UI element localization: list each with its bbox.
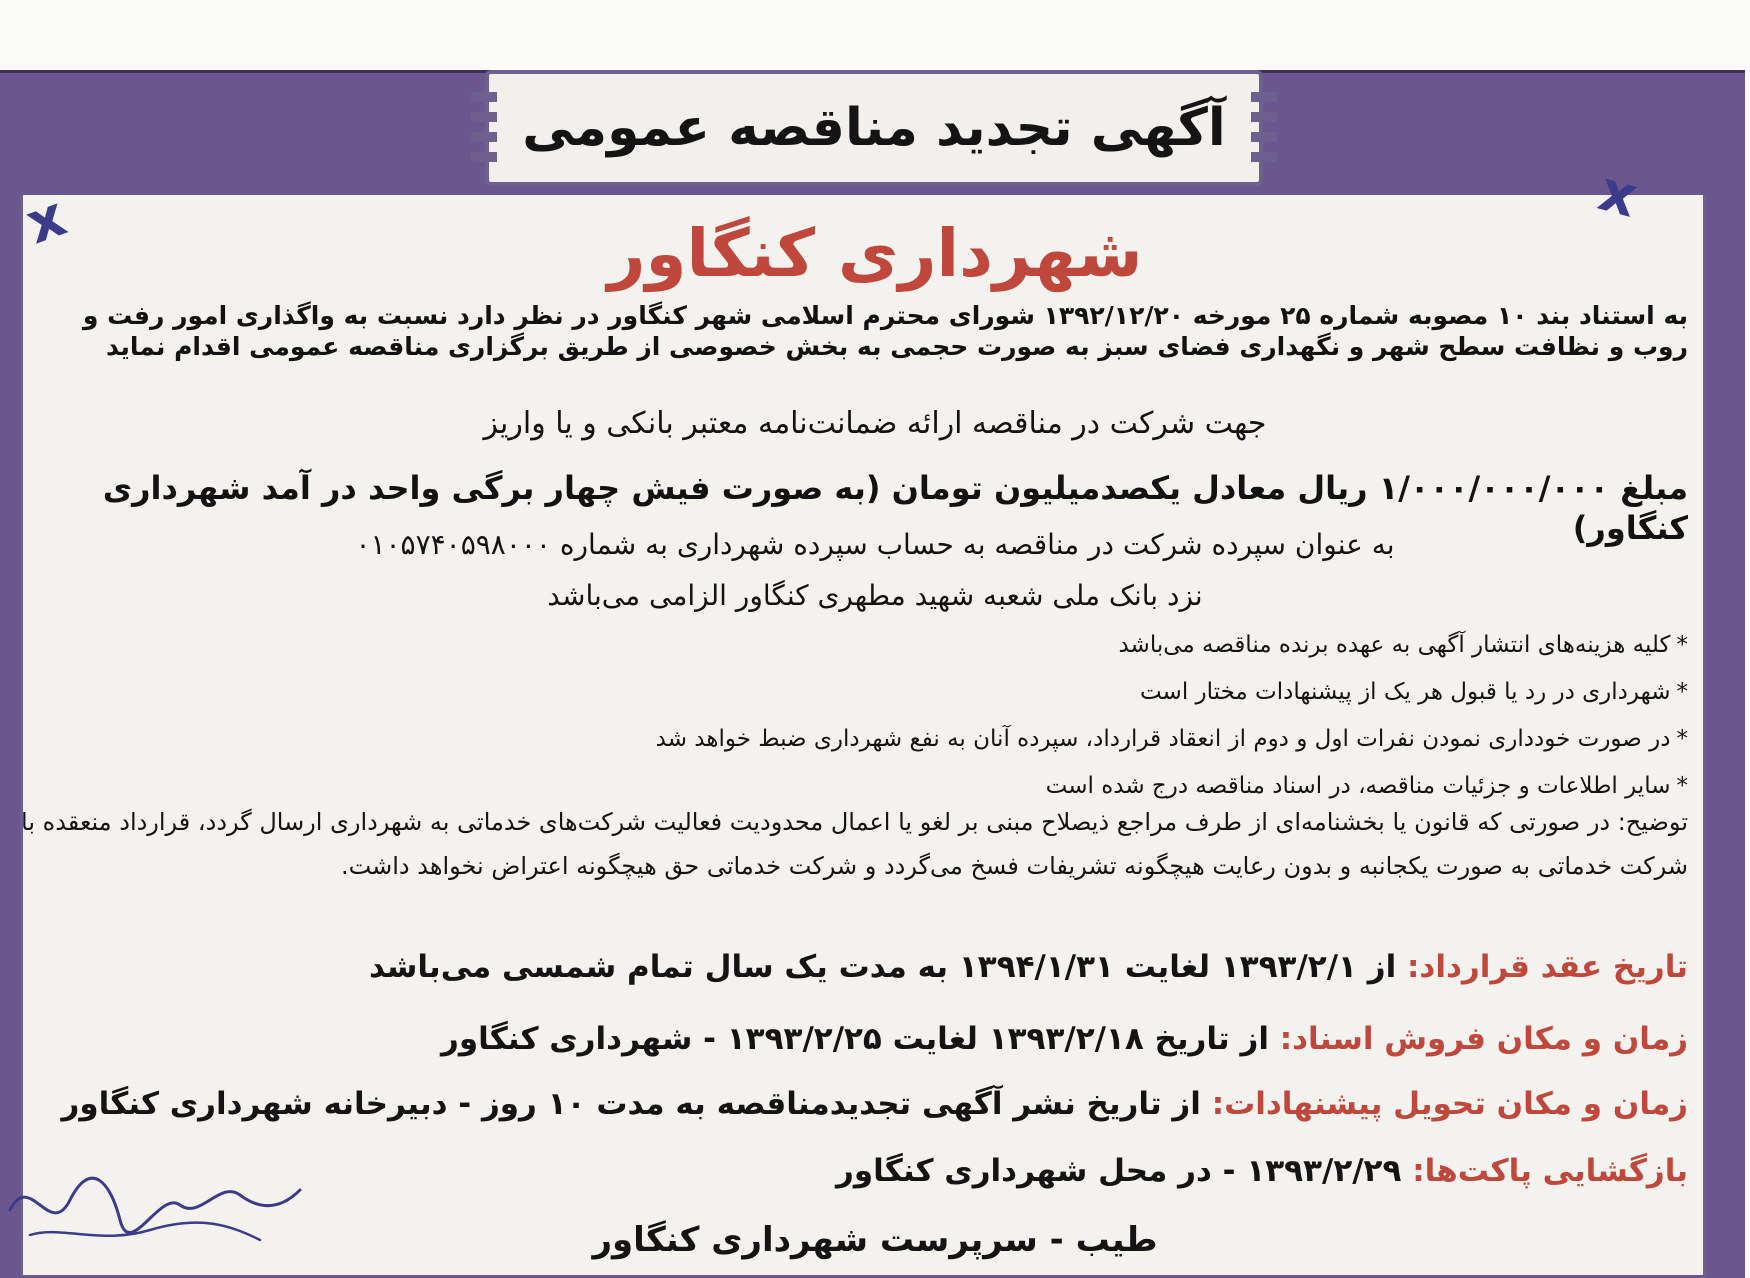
envelope-opening-value: ۱۳۹۳/۲/۲۹ - در محل شهرداری کنگاور xyxy=(836,1153,1402,1189)
bullet-star-icon: * xyxy=(1676,632,1688,658)
bid-delivery-label: زمان و مکان تحویل پیشنهادات: xyxy=(1211,1086,1688,1122)
title-banner xyxy=(485,70,1263,186)
signer-name: طیب - سرپرست شهرداری کنگاور xyxy=(592,1220,1158,1260)
document-sale-row xyxy=(8,1020,1688,1059)
contract-date-label: تاریخ عقد قرارداد: xyxy=(1407,949,1688,985)
intro-paragraph: به استناد بند ۱۰ مصوبه شماره ۲۵ مورخه ۱۳۹۲/۱۲/۲۰ شورای محترم اسلامی شهر کنگاور در نظر دارد نسبت به واگذاری امور رفت و روب و نظافت سطح شهر و نگهداری فضای سبز به صورت حجمی به بخش خصوصی از طریق برگزاری مناقصه عمومی اقدام نماید xyxy=(82,301,1688,362)
ad-title: آگهی تجدید مناقصه عمومی xyxy=(522,98,1226,158)
deposit-amount-line: مبلغ ۱/۰۰۰/۰۰۰/۰۰۰ ریال معادل یکصدمیلیون تومان (به صورت فیش چهار برگی واحد در آمد شهرداری کنگاور) xyxy=(102,469,1688,547)
envelope-opening-label: بازگشایی پاکت‌ها: xyxy=(1412,1153,1688,1189)
bid-delivery-row xyxy=(8,1085,1688,1124)
bullet-star-icon: * xyxy=(1676,679,1688,705)
organization-name: شهرداری کنگاور xyxy=(607,215,1143,292)
document-sale-value: از تاریخ ۱۳۹۳/۲/۱۸ لغایت ۱۳۹۳/۲/۲۵ - شهرداری کنگاور xyxy=(441,1021,1269,1057)
guarantee-line: جهت شرکت در مناقصه ارائه ضمانت‌نامه معتبر بانکی و یا واریز xyxy=(483,406,1267,441)
explanation-note: توضیح: در صورتی که قانون یا بخشنامه‌ای از طرف مراجع ذیصلاح مبنی بر لغو یا اعمال محدودیت فعالیت شرکت‌های خدماتی به شهرداری ارسال گردد، قرارداد منعقده با شرکت خدماتی به صورت یکجانبه و بدون رعایت هیچگونه تشریفات فسخ می‌گردد و شرکت خدماتی حق هیچگونه اعتراض نخواهد داشت. xyxy=(21,808,1688,880)
handwritten-signature-icon xyxy=(0,1150,320,1260)
bullet-star-icon: * xyxy=(1676,773,1688,799)
condition-item: *سایر اطلاعات و جزئیات مناقصه، در اسناد مناقصه درج شده است xyxy=(1045,773,1688,799)
condition-item: *شهرداری در رد یا قبول هر یک از پیشنهادات مختار است xyxy=(1139,679,1688,705)
deposit-account-line: به عنوان سپرده شرکت در مناقصه به حساب سپرده شهرداری به شماره ۰۱۰۵۷۴۰۵۹۸۰۰۰ xyxy=(355,528,1395,561)
bullet-star-icon: * xyxy=(1676,726,1688,752)
condition-item: *در صورت خودداری نمودن نفرات اول و دوم از انعقاد قرارداد، سپرده آنان به نفع شهرداری ضبط خواهد شد xyxy=(655,726,1688,752)
document-sale-label: زمان و مکان فروش اسناد: xyxy=(1279,1021,1688,1057)
conditions-list xyxy=(188,622,1688,810)
bank-branch-line: نزد بانک ملی شعبه شهید مطهری کنگاور الزامی می‌باشد xyxy=(547,579,1203,612)
pen-cross-mark-right: x xyxy=(1592,158,1644,231)
bid-delivery-value: از تاریخ نشر آگهی تجدیدمناقصه به مدت ۱۰ روز - دبیرخانه شهرداری کنگاور xyxy=(61,1086,1201,1122)
contract-date-value: از ۱۳۹۳/۲/۱ لغایت ۱۳۹۴/۱/۳۱ به مدت یک سال تمام شمسی می‌باشد xyxy=(369,949,1397,985)
pen-cross-mark-left: x xyxy=(17,183,75,258)
condition-item: *کلیه هزینه‌های انتشار آگهی به عهده برنده مناقصه می‌باشد xyxy=(1118,632,1688,658)
contract-date-row xyxy=(8,948,1688,987)
